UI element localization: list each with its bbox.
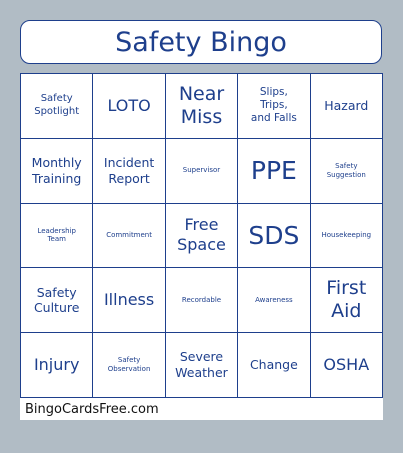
bingo-cell-near-miss: Near Miss — [166, 74, 238, 139]
bingo-cell-loto: LOTO — [93, 74, 165, 139]
bingo-cell-slips-trips-falls: Slips, Trips, and Falls — [238, 74, 310, 139]
bingo-cell-monthly-training: Monthly Training — [21, 139, 93, 204]
bingo-cell-incident-report: Incident Report — [93, 139, 165, 204]
bingo-cell-osha: OSHA — [311, 333, 383, 398]
bingo-cell-safety-observation: Safety Observation — [93, 333, 165, 398]
bingo-cell-sds: SDS — [238, 204, 310, 269]
bingo-cell-injury: Injury — [21, 333, 93, 398]
page-title: Safety Bingo — [115, 26, 287, 58]
bingo-cell-first-aid: First Aid — [311, 268, 383, 333]
bingo-cell-supervisor: Supervisor — [166, 139, 238, 204]
bingo-cell-leadership-team: Leadership Team — [21, 204, 93, 269]
title-banner — [20, 20, 382, 64]
bingo-cell-illness: Illness — [93, 268, 165, 333]
bingo-cell-recordable: Recordable — [166, 268, 238, 333]
bingo-cell-free-space: Free Space — [166, 204, 238, 269]
bingo-cell-change: Change — [238, 333, 310, 398]
bingo-cell-commitment: Commitment — [93, 204, 165, 269]
site-credit: BingoCardsFree.com — [25, 401, 159, 417]
bingo-cell-safety-suggestion: Safety Suggestion — [311, 139, 383, 204]
bingo-card — [20, 73, 383, 420]
bingo-cell-hazard: Hazard — [311, 74, 383, 139]
bingo-cell-housekeeping: Housekeeping — [311, 204, 383, 269]
bingo-cell-safety-culture: Safety Culture — [21, 268, 93, 333]
bingo-cell-awareness: Awareness — [238, 268, 310, 333]
bingo-grid — [20, 73, 383, 398]
bingo-cell-severe-weather: Severe Weather — [166, 333, 238, 398]
bingo-cell-safety-spotlight: Safety Spotlight — [21, 74, 93, 139]
bingo-cell-ppe: PPE — [238, 139, 310, 204]
